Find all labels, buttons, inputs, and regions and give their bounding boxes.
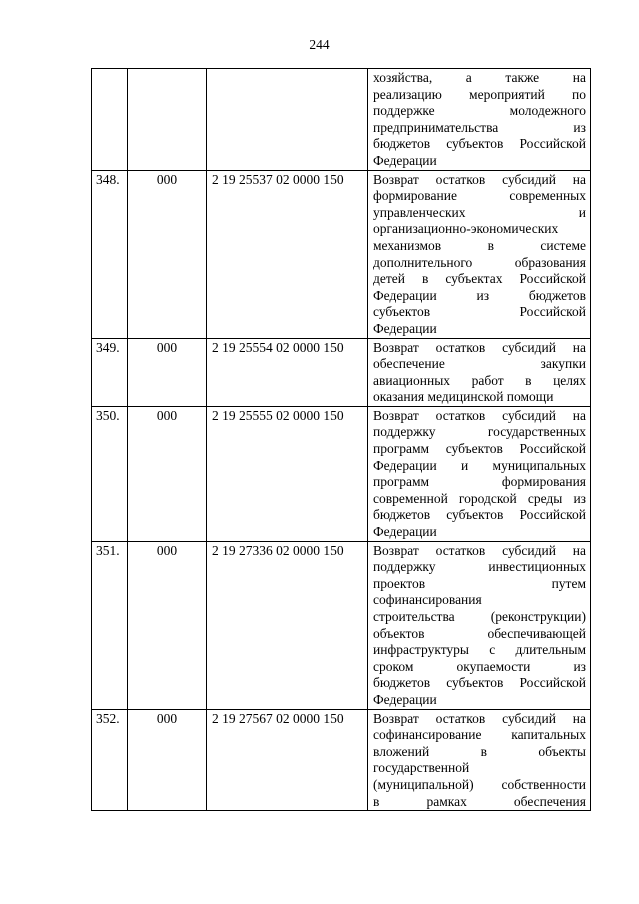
description-line: бюджетов субъектов Российской — [373, 675, 586, 691]
description-line: предпринимательства из — [373, 119, 586, 135]
admin-code-cell: 000 — [128, 406, 207, 541]
budget-code-cell: 2 19 25555 02 0000 150 — [207, 406, 368, 541]
description-line: софинансирование капитальных — [373, 727, 586, 743]
table-row — [92, 406, 591, 541]
description-line: строительства (реконструкции) — [373, 609, 586, 624]
description-line: сроком окупаемости из — [373, 658, 586, 674]
row-number-cell: 351. — [92, 541, 128, 709]
table-row — [92, 69, 591, 171]
row-number-cell: 348. — [92, 170, 128, 338]
description-line: Федерации и муниципальных — [373, 457, 586, 473]
description-line: Федерации из бюджетов — [373, 287, 586, 303]
description-line: Возврат остатков субсидий на — [373, 339, 586, 355]
table-body — [92, 69, 591, 811]
description-cell — [368, 541, 591, 709]
row-number-cell: 349. — [92, 338, 128, 406]
description-line: формирование современных — [373, 188, 586, 204]
table-row — [92, 541, 591, 709]
description-line: дополнительного образования — [373, 254, 586, 270]
description-line: поддержку инвестиционных — [373, 559, 586, 575]
description-line: поддержку государственных — [373, 424, 586, 440]
admin-code-cell: 000 — [128, 709, 207, 811]
admin-code-cell: 000 — [128, 170, 207, 338]
description-line: механизмов в системе — [373, 237, 586, 253]
description-line: государственной — [373, 760, 470, 776]
row-number-cell: 350. — [92, 406, 128, 541]
budget-classification-table — [91, 68, 591, 811]
description-cell — [368, 338, 591, 406]
admin-code-cell — [128, 69, 207, 171]
description-line: бюджетов субъектов Российской — [373, 136, 586, 152]
budget-code-cell: 2 19 27336 02 0000 150 — [207, 541, 368, 709]
description-cell — [368, 406, 591, 541]
description-line: вложений в объекты — [373, 743, 586, 759]
description-line: инфраструктуры с длительным — [373, 642, 586, 658]
table-row — [92, 170, 591, 338]
admin-code-cell: 000 — [128, 541, 207, 709]
description-line: управленческих и — [373, 204, 586, 220]
description-line: Возврат остатков субсидий на — [373, 542, 586, 558]
admin-code-cell: 000 — [128, 338, 207, 406]
description-line: современной городской среды из — [373, 490, 586, 506]
row-number-cell: 352. — [92, 709, 128, 811]
description-line: поддержке молодежного — [373, 103, 586, 119]
description-line: организационно-экономических — [373, 221, 559, 237]
description-cell — [368, 170, 591, 338]
description-cell — [368, 709, 591, 811]
description-line: программ формирования — [373, 474, 586, 490]
description-line: авиационных работ в целях — [373, 372, 586, 388]
page-number: 244 — [309, 37, 330, 52]
description-line: хозяйства, а также на — [373, 70, 586, 85]
description-line: (муниципальной) собственности — [373, 776, 586, 792]
description-line: Возврат остатков субсидий на — [373, 407, 586, 423]
description-cell — [368, 69, 591, 171]
description-line: проектов путем — [373, 575, 586, 591]
description-line: программ субъектов Российской — [373, 441, 586, 457]
description-line: Федерации — [373, 320, 437, 336]
description-line: детей в субъектах Российской — [373, 271, 586, 287]
description-line: Возврат остатков субсидий на — [373, 171, 586, 187]
row-number-cell — [92, 69, 128, 171]
table-row — [92, 338, 591, 406]
description-line: объектов обеспечивающей — [373, 625, 586, 641]
description-line: бюджетов субъектов Российской — [373, 507, 586, 523]
description-line: Федерации — [373, 152, 437, 168]
budget-code-cell: 2 19 27567 02 0000 150 — [207, 709, 368, 811]
description-line: реализацию мероприятий по — [373, 86, 586, 102]
description-line: обеспечение закупки — [373, 356, 586, 372]
description-line: софинансирования — [373, 592, 482, 608]
description-line: субъектов Российской — [373, 304, 586, 320]
description-line: Федерации — [373, 524, 437, 540]
description-line: Возврат остатков субсидий на — [373, 710, 586, 726]
budget-code-cell: 2 19 25537 02 0000 150 — [207, 170, 368, 338]
description-line: в рамках обеспечения — [373, 793, 586, 809]
budget-code-cell: 2 19 25554 02 0000 150 — [207, 338, 368, 406]
budget-code-cell — [207, 69, 368, 171]
description-line: Федерации — [373, 691, 437, 707]
description-line: оказания медицинской помощи — [373, 389, 554, 405]
table-row — [92, 709, 591, 811]
